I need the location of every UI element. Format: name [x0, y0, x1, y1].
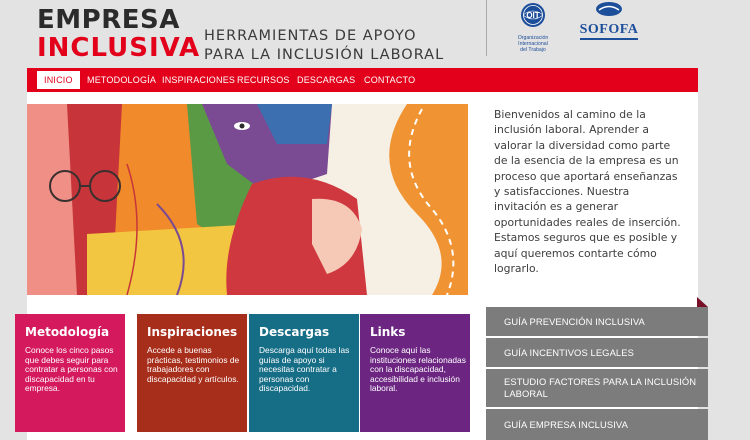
card-descargas[interactable] [249, 314, 359, 432]
hero-artwork [27, 104, 468, 295]
card-inspiraciones[interactable] [137, 314, 247, 432]
card-text: Conoce aquí las instituciones relacionadas con la discapacidad, accesibilidad e inclusión laboral. [370, 345, 466, 393]
oit-caption-3: del Trabajo [520, 47, 546, 53]
nav-inspiraciones[interactable]: INSPIRACIONES [162, 75, 236, 85]
guide-prevencion-inclusiva[interactable]: GUÍA PREVENCIÓN INCLUSIVA [486, 307, 708, 336]
main-nav [27, 68, 698, 92]
card-title: Inspiraciones [147, 325, 238, 339]
card-text: Accede a buenas prácticas, testimonios de trabajadores con discapacidad y artículos. [147, 345, 240, 384]
nav-metodologia[interactable]: METODOLOGÍA [87, 75, 157, 85]
intro-text: Bienvenidos al camino de la inclusión laboral. Aprender a valorar la diversidad como parte de la esencia de la empresa es un proceso que aportará enseñanzas y satisfacciones. Nuestra invitación es a generar oportunidades reales de inserción. Estamos seguros que es posible y aquí queremos contarte cómo lograrlo. [494, 108, 681, 276]
logo-inclusiva[interactable]: INCLUSIVA [37, 33, 201, 63]
card-title: Descargas [259, 325, 330, 339]
site-header [0, 0, 750, 68]
card-text: Descarga aquí todas las guías de apoyo si necesitas contratar a personas con discapacidad. [259, 345, 350, 393]
card-metodologia[interactable] [15, 314, 125, 432]
nav-inicio[interactable]: INICIO [37, 71, 80, 89]
guide-empresa-inclusiva[interactable]: GUÍA EMPRESA INCLUSIVA [486, 409, 708, 440]
hero-illustration [27, 104, 468, 295]
oit-caption [508, 35, 558, 53]
sofofa-emblem-icon [594, 1, 624, 17]
tagline-line-1: HERRAMIENTAS DE APOYO [204, 28, 417, 44]
sofofa-wordmark: SOFOFA [579, 22, 639, 37]
guide-incentivos-legales[interactable]: GUÍA INCENTIVOS LEGALES [486, 338, 708, 367]
tagline-line-2: PARA LA INCLUSIÓN LABORAL [204, 47, 445, 63]
sofofa-underline [580, 38, 638, 40]
oit-caption-1: Organización [517, 35, 549, 41]
oit-caption-2: Internacional [518, 41, 548, 47]
guide-estudio-factores[interactable]: ESTUDIO FACTORES PARA LA INCLUSIÓN LABORAL [486, 369, 708, 407]
guide-tab-corner [697, 297, 708, 307]
site-tagline [204, 27, 444, 65]
nav-descargas[interactable]: DESCARGAS [297, 75, 356, 85]
oit-symbol: OIT [526, 11, 540, 20]
header-divider [486, 0, 487, 56]
oit-logo[interactable] [508, 2, 558, 53]
logo-empresa[interactable]: EMPRESA [37, 5, 180, 35]
card-title: Metodología [25, 325, 110, 339]
sofofa-logo[interactable] [578, 1, 640, 40]
nav-contacto[interactable]: CONTACTO [364, 75, 416, 85]
card-title: Links [370, 325, 406, 339]
oit-globe-icon [517, 2, 549, 28]
card-links[interactable] [360, 314, 470, 432]
card-text: Conoce los cinco pasos que debes seguir para contratar a personas con discapacidad en tu empresa. [25, 345, 118, 393]
nav-recursos[interactable]: RECURSOS [237, 75, 290, 85]
